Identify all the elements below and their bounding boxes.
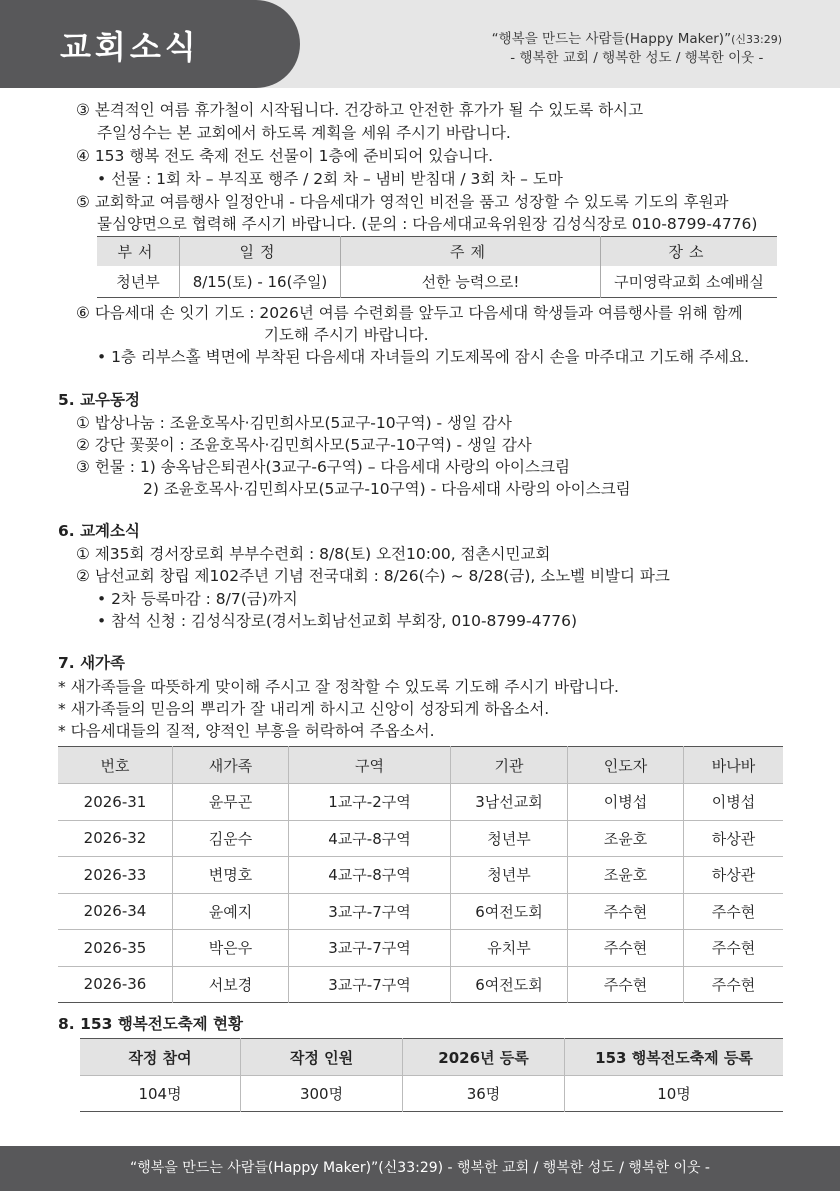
event-header-place: 장소 [601, 237, 778, 267]
family-cell: 2026-31 [58, 784, 173, 821]
notice-5-line1: ⑤ 교회학교 여름행사 일정안내 - 다음세대가 영적인 비전을 품고 성장할 수 있도록 기도의 후원과 [76, 193, 729, 211]
stats-header: 작정 참여 [80, 1039, 241, 1076]
footer-motto: “행복을 만드는 사람들(Happy Maker)”(신33:29) - 행복한 교회 / 행복한 성도 / 행복한 이웃 - [130, 1160, 710, 1176]
table-row [58, 966, 783, 1003]
stats-cell: 10명 [565, 1076, 784, 1112]
event-header-theme: 주제 [341, 237, 601, 267]
sec7-line3: * 다음세대들의 질적, 양적인 부흥을 허락하여 주옵소서. [58, 722, 435, 740]
table-row [58, 893, 783, 930]
event-header-date: 일정 [180, 237, 341, 267]
family-header: 구역 [289, 747, 451, 784]
family-header: 바나바 [684, 747, 784, 784]
section-7-title: 7. 새가족 [58, 654, 125, 672]
family-cell: 3교구-7구역 [289, 930, 451, 967]
family-cell: 김운수 [173, 820, 289, 857]
event-cell: 구미영락교회 소예배실 [601, 266, 778, 298]
header-title-tab [0, 0, 300, 88]
family-cell: 하상관 [684, 857, 784, 894]
header-bar [0, 0, 840, 88]
footer-bar [0, 1146, 840, 1191]
table-row [58, 857, 783, 894]
family-cell: 2026-34 [58, 893, 173, 930]
notice-6-line2: 기도해 주시기 바랍니다. [264, 326, 429, 344]
family-cell: 윤무곤 [173, 784, 289, 821]
event-cell: 8/15(토) - 16(주일) [180, 266, 341, 298]
family-cell: 1교구-2구역 [289, 784, 451, 821]
notice-3-line2: 주일성수는 본 교회에서 하도록 계획을 세워 주시기 바랍니다. [97, 124, 511, 142]
family-cell: 이병섭 [684, 784, 784, 821]
family-cell: 주수현 [684, 893, 784, 930]
sec5-line3: ③ 헌물 : 1) 송옥남은퇴권사(3교구-6구역) – 다음세대 사랑의 아이스크림 [76, 458, 570, 476]
stats-header: 2026년 등록 [403, 1039, 565, 1076]
new-family-table [58, 746, 783, 1003]
sec7-line2: * 새가족들의 믿음의 뿌리가 잘 내리게 하시고 신앙이 성장되게 하옵소서. [58, 700, 550, 718]
family-cell: 주수현 [568, 893, 684, 930]
family-cell: 박은우 [173, 930, 289, 967]
family-header: 기관 [451, 747, 568, 784]
evangelism-stats-table [80, 1038, 783, 1112]
family-header: 인도자 [568, 747, 684, 784]
sec5-line2: ② 강단 꽃꽂이 : 조윤호목사·김민희사모(5교구-10구역) - 생일 감사 [76, 436, 532, 454]
sec6-line2: ② 남선교회 창립 제102주년 기념 전국대회 : 8/26(수) ~ 8/28(금), 소노벨 비발디 파크 [76, 567, 670, 585]
section-8-title: 8. 153 행복전도축제 현황 [58, 1015, 244, 1033]
family-cell: 3교구-7구역 [289, 966, 451, 1003]
family-cell: 3교구-7구역 [289, 893, 451, 930]
stats-header: 작정 인원 [241, 1039, 403, 1076]
family-cell: 하상관 [684, 820, 784, 857]
sec5-line4: 2) 조윤호목사·김민희사모(5교구-10구역) - 다음세대 사랑의 아이스크림 [143, 480, 631, 498]
event-header-dept: 부서 [97, 237, 180, 267]
family-cell: 주수현 [568, 930, 684, 967]
motto-line1: “행복을 만드는 사람들(Happy Maker)” [491, 31, 732, 47]
event-cell: 청년부 [116, 273, 160, 291]
sec6-line4: • 참석 신청 : 김성식장로(경서노회남선교회 부회장, 010-8799-4776) [97, 612, 578, 630]
family-cell: 조윤호 [568, 820, 684, 857]
family-cell: 6여전도회 [451, 966, 568, 1003]
stats-cell: 104명 [80, 1076, 241, 1112]
family-cell: 주수현 [568, 966, 684, 1003]
family-cell: 청년부 [451, 857, 568, 894]
family-header: 새가족 [173, 747, 289, 784]
family-cell: 2026-32 [58, 820, 173, 857]
family-cell: 4교구-8구역 [289, 820, 451, 857]
page-title: 교회소식 [60, 28, 200, 66]
table-row [80, 1076, 783, 1112]
family-cell: 2026-36 [58, 966, 173, 1003]
family-cell: 4교구-8구역 [289, 857, 451, 894]
table-row [58, 820, 783, 857]
section-5-title: 5. 교우동정 [58, 391, 140, 409]
event-cell: 선한 능력으로! [341, 266, 601, 298]
notice-6-line1: ⑥ 다음세대 손 잇기 기도 : 2026년 여름 수련회를 앞두고 다음세대 학생들과 여름행사를 위해 함께 [76, 304, 743, 322]
table-row [97, 266, 777, 298]
family-cell: 윤예지 [173, 893, 289, 930]
family-cell: 주수현 [684, 966, 784, 1003]
family-cell: 유치부 [451, 930, 568, 967]
notice-6-line3: • 1층 리부스홀 벽면에 부착된 다음세대 자녀들의 기도제목에 잠시 손을 마주대고 기도해 주세요. [97, 348, 750, 366]
sec5-line1: ① 밥상나눔 : 조윤호목사·김민희사모(5교구-10구역) - 생일 감사 [76, 414, 512, 432]
notice-3-line1: ③ 본격적인 여름 휴가철이 시작됩니다. 건강하고 안전한 휴가가 될 수 있도록 하시고 [76, 101, 644, 119]
family-cell: 6여전도회 [451, 893, 568, 930]
sec6-line1: ① 제35회 경서장로회 부부수련회 : 8/8(토) 오전10:00, 점촌시민교회 [76, 545, 551, 563]
stats-cell: 36명 [403, 1076, 565, 1112]
table-row [58, 784, 783, 821]
family-cell: 서보경 [173, 966, 289, 1003]
sec6-line3: • 2차 등록마감 : 8/7(금)까지 [97, 590, 298, 608]
stats-header: 153 행복전도축제 등록 [565, 1039, 784, 1076]
notice-5-line2: 물심양면으로 협력해 주시기 바랍니다. (문의 : 다음세대교육위원장 김성식장로 010-8799-4776) [97, 215, 758, 233]
family-cell: 이병섭 [568, 784, 684, 821]
motto-line2: - 행복한 교회 / 행복한 성도 / 행복한 이웃 - [510, 50, 764, 66]
family-cell: 변명호 [173, 857, 289, 894]
sec7-line1: * 새가족들을 따뜻하게 맞이해 주시고 잘 정착할 수 있도록 기도해 주시기 바랍니다. [58, 678, 619, 696]
summer-event-table [97, 236, 777, 298]
family-cell: 주수현 [684, 930, 784, 967]
family-cell: 청년부 [451, 820, 568, 857]
header-motto [492, 30, 782, 68]
stats-cell: 300명 [241, 1076, 403, 1112]
table-row [58, 930, 783, 967]
family-cell: 조윤호 [568, 857, 684, 894]
notice-4-line2: • 선물 : 1회 차 – 부직포 행주 / 2회 차 – 냄비 받침대 / 3회 차 – 도마 [97, 170, 563, 188]
family-cell: 2026-33 [58, 857, 173, 894]
family-cell: 3남선교회 [451, 784, 568, 821]
family-cell: 2026-35 [58, 930, 173, 967]
section-6-title: 6. 교계소식 [58, 522, 140, 540]
family-header: 번호 [58, 747, 173, 784]
notice-4-line1: ④ 153 행복 전도 축제 전도 선물이 1층에 준비되어 있습니다. [76, 147, 494, 165]
motto-ref: (신33:29) [731, 33, 782, 46]
